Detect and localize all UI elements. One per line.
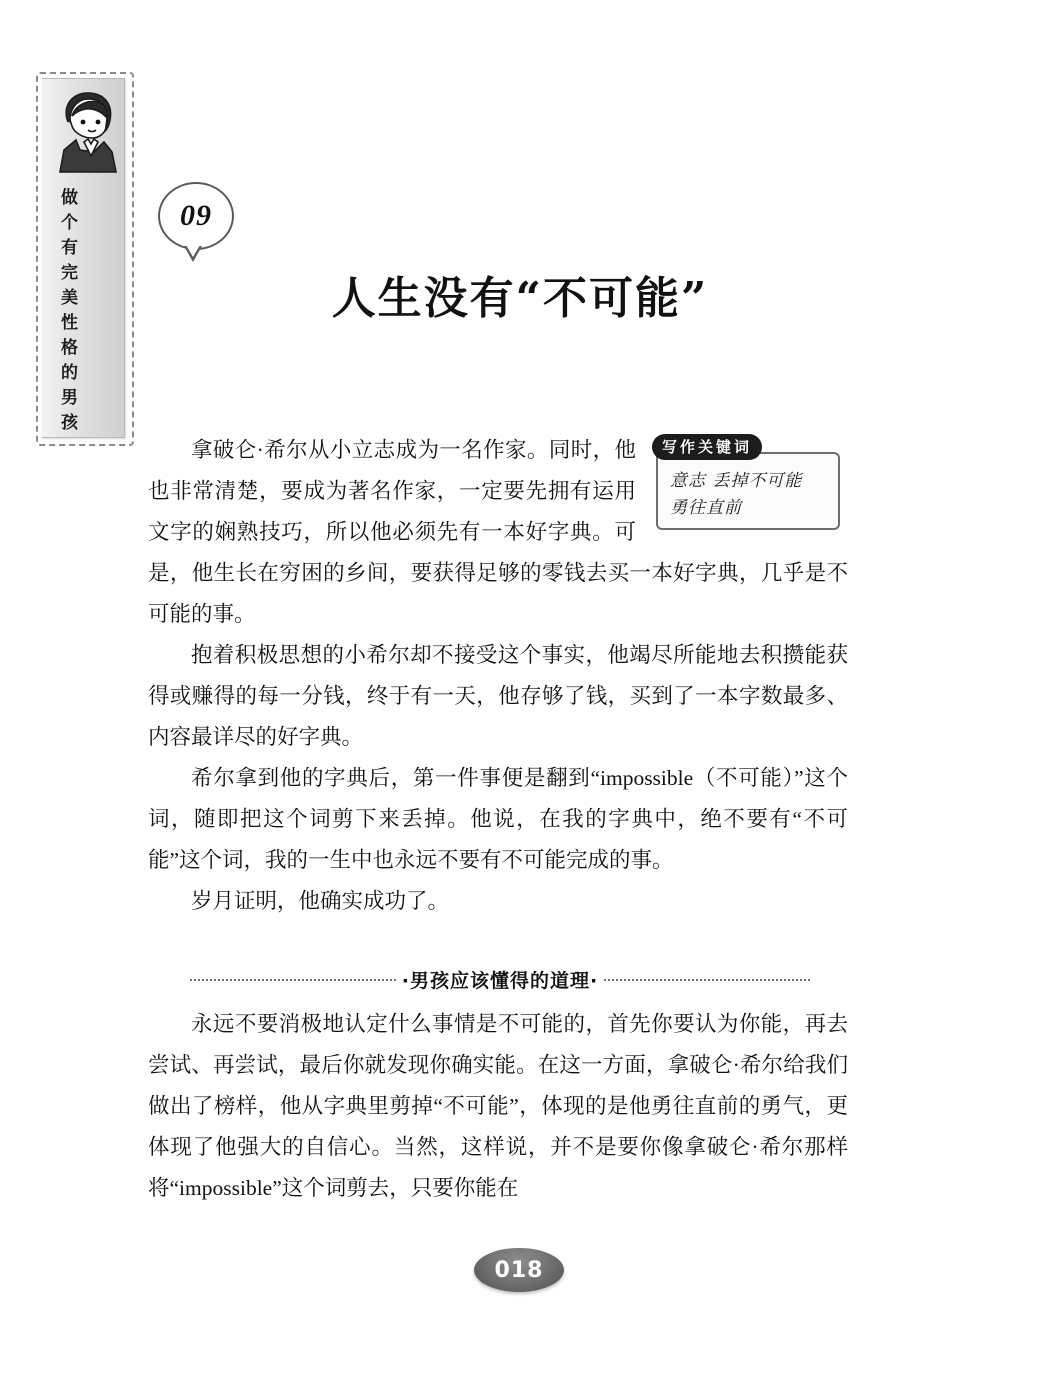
sidebar-title-char: 美 <box>61 288 79 308</box>
paragraph: 岁月证明，他确实成功了。 <box>191 889 450 913</box>
divider-label: ·男孩应该懂得的道理· <box>401 970 599 992</box>
sidebar-title-char: 格 <box>61 338 79 358</box>
sidebar-title-char: 完 <box>61 263 79 283</box>
divider-dots-left <box>190 979 396 981</box>
sidebar-vertical-title <box>52 186 88 436</box>
sidebar-title-char: 孩 <box>61 413 79 433</box>
sidebar-title-char: 性 <box>61 313 79 333</box>
keyword-line-1: 意志 丢掉不可能 <box>670 471 803 491</box>
page-number: 018 <box>474 1248 564 1292</box>
sidebar-title-char: 个 <box>61 213 79 233</box>
chapter-number: 09 <box>180 199 212 232</box>
sidebar-title-char: 有 <box>61 238 79 258</box>
paragraph: 希尔拿到他的字典后，第一件事便是翻到“impossible（不可能）”这个词，随即把这个词剪下来丢掉。他说，在我的字典中，绝不要有“不可能”这个词，我的一生中也永远不要有不可能完成的事。 <box>148 766 848 872</box>
sidebar-title-char: 的 <box>61 363 79 383</box>
divider-dots-right <box>604 979 810 981</box>
sidebar-title-char: 男 <box>61 388 79 408</box>
section-divider <box>190 966 810 993</box>
lesson-body <box>148 1004 848 1209</box>
article-body <box>148 430 848 922</box>
paragraph <box>148 430 848 635</box>
paragraph: 永远不要消极地认定什么事情是不可能的，首先你要认为你能，再去尝试、再尝试，最后你就发现你确实能。在这一方面，拿破仑·希尔给我们做出了榜样，他从字典里剪掉“不可能”，体现的是他勇往直前的勇气，更体现了他强大的自信心。当然，这样说，并不是要你像拿破仑·希尔那样将“impossible”这个词剪去，只要你能在 <box>148 1012 848 1200</box>
paragraph-text: 拿破仑·希尔从小立志成为一名作家。同时，他也非常清楚，要成为著名作家，一定要先拥有运用文字的娴熟技巧，所以他必须先有一本好字典。可是，他生长在穷困的乡间，要获得足够的零钱去买一本好字典，几乎是不可能的事。 <box>148 438 848 626</box>
sidebar-title-char: 做 <box>61 188 79 208</box>
paragraph: 抱着积极思想的小希尔却不接受这个事实，他竭尽所能地去积攒能获得或赚得的每一分钱，终于有一天，他存够了钱，买到了一本字数最多、内容最详尽的好字典。 <box>148 643 848 749</box>
chapter-number-bubble <box>158 182 234 250</box>
boy-illustration-icon <box>50 86 124 174</box>
page-title: 人生没有“不可能” <box>331 273 709 324</box>
keyword-box-heading: 写作关键词 <box>652 434 762 460</box>
keyword-line-2: 勇往直前 <box>670 498 742 518</box>
